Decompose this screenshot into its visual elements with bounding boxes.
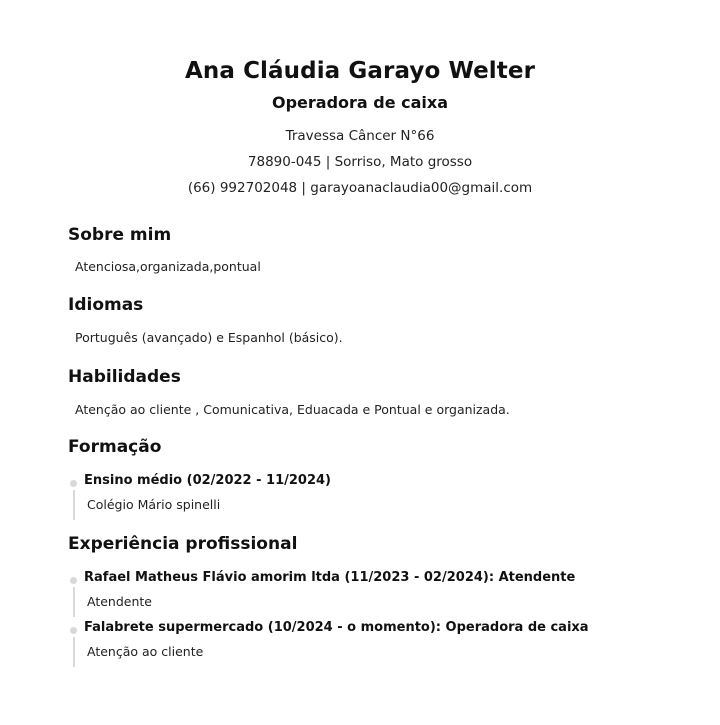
section-title-education: Formação [68, 437, 162, 457]
experience-entry-title: Rafael Matheus Flávio amorim ltda (11/2023 - 02/2024): Atendente [84, 570, 576, 585]
timeline-bar [73, 490, 75, 520]
bullet-dot [70, 480, 77, 487]
education-entry-sub: Colégio Mário spinelli [87, 497, 221, 512]
candidate-role: Operadora de caixa [271, 93, 449, 112]
experience-entry [68, 620, 688, 670]
languages-text: Português (avançado) e Espanhol (básico). [75, 330, 343, 345]
education-entry [68, 473, 688, 523]
timeline-bar [73, 587, 75, 617]
skills-text: Atenção ao cliente , Comunicativa, Eduacada e Pontual e organizada. [75, 402, 510, 417]
experience-entry-title: Falabrete supermercado (10/2024 - o momento): Operadora de caixa [84, 620, 589, 635]
about-text: Atenciosa,organizada,pontual [75, 259, 261, 274]
section-title-about: Sobre mim [68, 225, 172, 245]
timeline-bar [73, 637, 75, 667]
contact-line: (66) 992702048 | garayoanaclaudia00@gmail.com [187, 180, 533, 196]
city-line: 78890-045 | Sorriso, Mato grosso [247, 154, 473, 170]
experience-entry-sub: Atendente [87, 594, 152, 609]
education-entry-title: Ensino médio (02/2022 - 11/2024) [84, 473, 331, 488]
experience-entry-sub: Atenção ao cliente [87, 644, 204, 659]
experience-entry [68, 570, 688, 620]
bullet-dot [70, 577, 77, 584]
section-title-skills: Habilidades [68, 367, 181, 387]
section-title-languages: Idiomas [68, 295, 144, 315]
address-line: Travessa Câncer N°66 [285, 128, 435, 144]
bullet-dot [70, 627, 77, 634]
section-title-experience: Experiência profissional [68, 534, 298, 554]
candidate-name: Ana Cláudia Garayo Welter [184, 58, 536, 84]
